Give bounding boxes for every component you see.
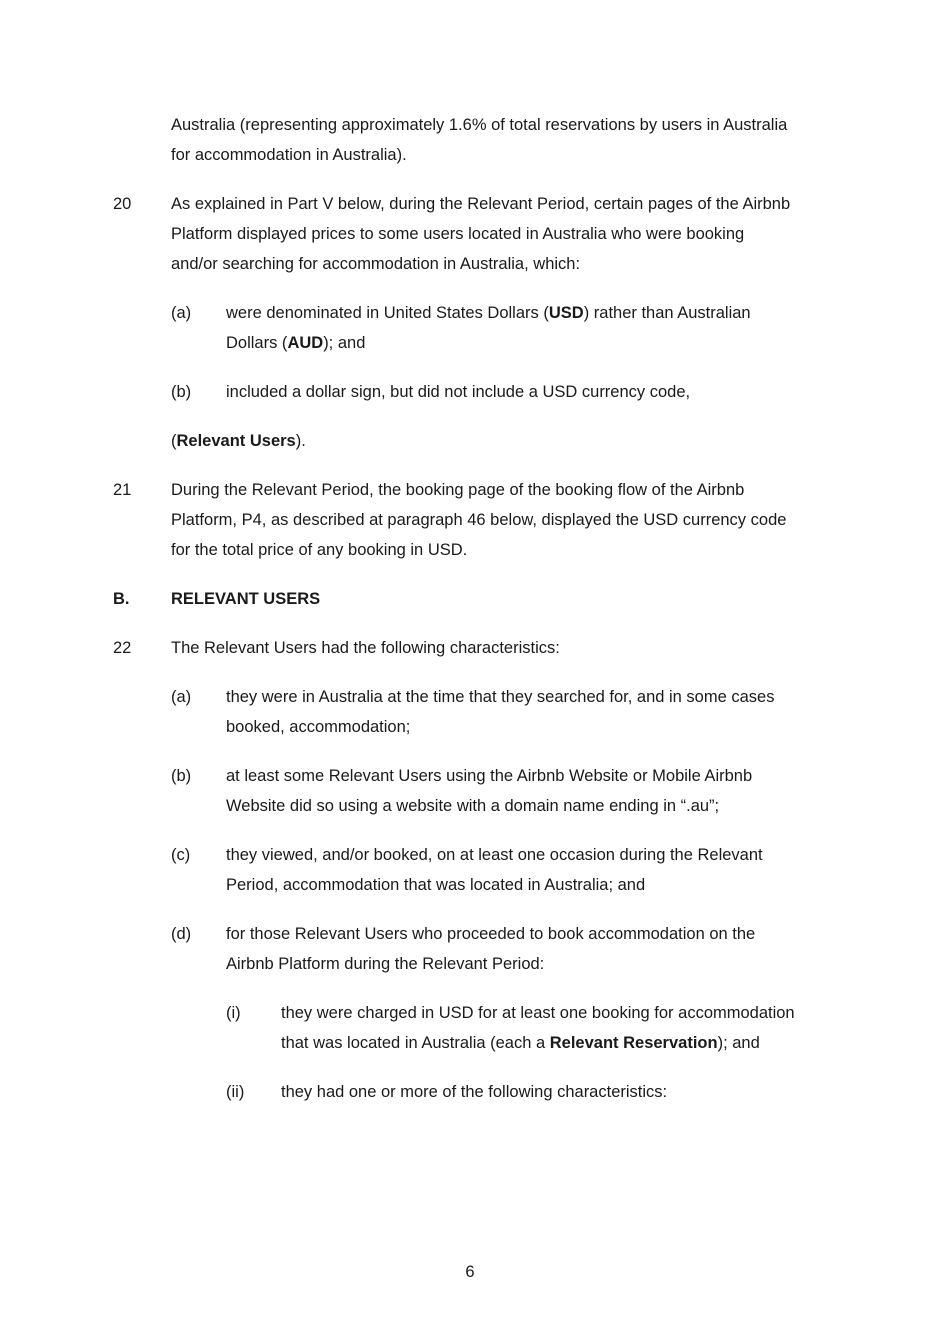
para20-item-b-line-1: included a dollar sign, but did not include a USD currency code,: [226, 383, 691, 401]
para22-item-a-label: (a): [171, 688, 192, 706]
para20-closing: (Relevant Users).: [171, 432, 306, 450]
para22-item-b-line-1: at least some Relevant Users using the Airbnb Website or Mobile Airbnb: [226, 767, 753, 785]
para22-item-c-line-2: Period, accommodation that was located in Australia; and: [226, 876, 646, 894]
para22-sub-ii-line-1: they had one or more of the following characteristics:: [281, 1083, 668, 1101]
para21-line-2: Platform, P4, as described at paragraph 46 below, displayed the USD currency code: [171, 511, 787, 529]
para22-item-a-line-2: booked, accommodation;: [226, 718, 411, 736]
para20-item-a-label: (a): [171, 304, 192, 322]
defined-term-usd: USD: [548, 304, 584, 322]
para22-item-b-line-2: Website did so using a website with a domain name ending in “.au”;: [226, 797, 720, 815]
para22-sub-i-line-2: that was located in Australia (each a Relevant Reservation); and: [281, 1034, 760, 1052]
para22-item-b-label: (b): [171, 767, 192, 785]
para21-line-3: for the total price of any booking in USD.: [171, 541, 468, 559]
para20-line-3: and/or searching for accommodation in Australia, which:: [171, 255, 581, 273]
para22-sub-i-label: (i): [226, 1004, 241, 1022]
para20-line-2: Platform displayed prices to some users located in Australia who were booking: [171, 225, 745, 243]
defined-term-relevant-users: Relevant Users: [176, 432, 296, 450]
para22-item-a-line-1: they were in Australia at the time that they searched for, and in some cases: [226, 688, 775, 706]
continuation-line-2: for accommodation in Australia).: [171, 146, 407, 164]
continuation-line-1: Australia (representing approximately 1.6% of total reservations by users in Australia: [171, 116, 788, 134]
defined-term-relevant-reservation: Relevant Reservation: [549, 1034, 718, 1052]
para20-item-a-line-2: Dollars (AUD); and: [226, 334, 366, 352]
defined-term-aud: AUD: [287, 334, 324, 352]
para22-sub-ii-label: (ii): [226, 1083, 245, 1101]
para21-line-1: During the Relevant Period, the booking page of the booking flow of the Airbnb: [171, 481, 745, 499]
para22-item-c-line-1: they viewed, and/or booked, on at least one occasion during the Relevant: [226, 846, 763, 864]
paragraph-number-21: 21: [113, 481, 132, 499]
section-label: B.: [113, 590, 130, 608]
paragraph-number-20: 20: [113, 195, 132, 213]
para20-item-a-line-1: were denominated in United States Dollars (USD) rather than Australian: [226, 304, 751, 322]
para22-item-c-label: (c): [171, 846, 191, 864]
para22-item-d-line-1: for those Relevant Users who proceeded to book accommodation on the: [226, 925, 756, 943]
para22-item-d-line-2: Airbnb Platform during the Relevant Period:: [226, 955, 545, 973]
page-number: 6: [465, 1263, 475, 1281]
para20-item-b-label: (b): [171, 383, 192, 401]
para22-item-d-label: (d): [171, 925, 192, 943]
para20-line-1: As explained in Part V below, during the Relevant Period, certain pages of the Airbnb: [171, 195, 791, 213]
section-heading: RELEVANT USERS: [171, 590, 321, 608]
para22-line-1: The Relevant Users had the following characteristics:: [171, 639, 560, 657]
para22-sub-i-line-1: they were charged in USD for at least one booking for accommodation: [281, 1004, 795, 1022]
paragraph-number-22: 22: [113, 639, 132, 657]
